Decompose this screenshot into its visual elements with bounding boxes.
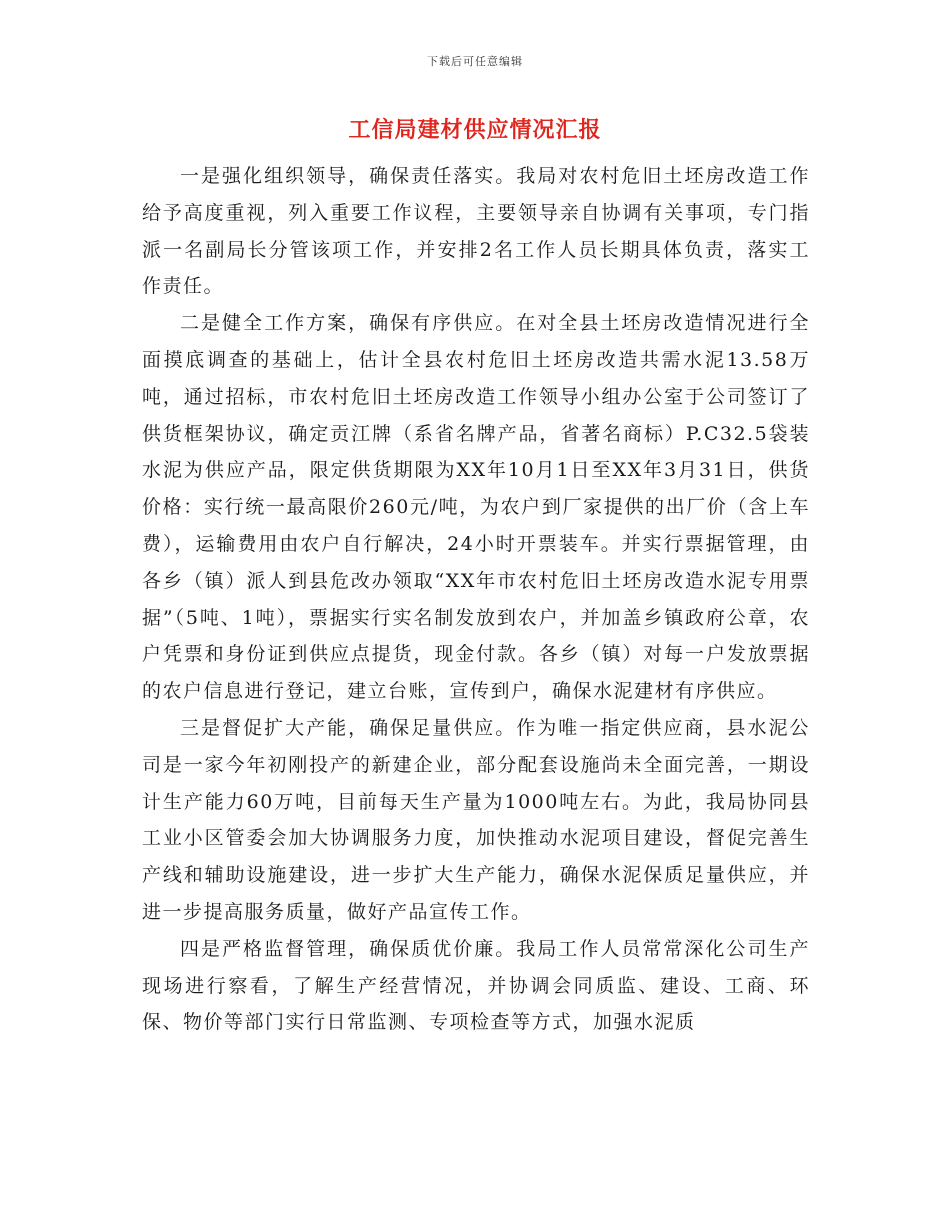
document-body xyxy=(142,158,810,1041)
paragraph-1: 一是强化组织领导，确保责任落实。我局对农村危旧土坯房改造工作给予高度重视，列入重要工作议程，主要领导亲自协调有关事项，专门指派一名副局长分管该项工作，并安排2名工作人员长期具体负责，落实工作责任。 xyxy=(142,165,810,298)
document-title: 工信局建材供应情况汇报 xyxy=(348,117,602,143)
paragraph-4: 四是严格监督管理，确保质优价廉。我局工作人员常常深化公司生产现场进行察看，了解生产经营情况，并协调会同质监、建设、工商、环保、物价等部门实行日常监测、专项检查等方式，加强水泥质 xyxy=(142,937,810,1034)
header-note: 下载后可任意编辑 xyxy=(427,55,523,68)
paragraph-2: 二是健全工作方案，确保有序供应。在对全县土坯房改造情况进行全面摸底调查的基础上，估计全县农村危旧土坯房改造共需水泥13.58万吨，通过招标，市农村危旧土坯房改造工作领导小组办公室于公司签订了供货框架协议，确定贡江牌（系省名牌产品，省著名商标）P.C32.5袋装水泥为供应产品，限定供货期限为XX年10月1日至XX年3月31日，供货价格：实行统一最高限价260元/吨，为农户到厂家提供的出厂价（含上车费），运输费用由农户自行解决，24小时开票装车。并实行票据管理，由各乡（镇）派人到县危改办领取“XX年市农村危旧土坯房改造水泥专用票据”（5吨、1吨），票据实行实名制发放到农户，并加盖乡镇政府公章，农户凭票和身份证到供应点提货，现金付款。各乡（镇）对每一户发放票据的农户信息进行登记，建立台账，宣传到户，确保水泥建材有序供应。 xyxy=(142,312,810,703)
paragraph-3: 三是督促扩大产能，确保足量供应。作为唯一指定供应商，县水泥公司是一家今年初刚投产的新建企业，部分配套设施尚未全面完善，一期设计生产能力60万吨，目前每天生产量为1000吨左右。为此，我局协同县工业小区管委会加大协调服务力度，加快推动水泥项目建设，督促完善生产线和辅助设施建设，进一步扩大生产能力，确保水泥保质足量供应，并进一步提高服务质量，做好产品宣传工作。 xyxy=(142,716,810,923)
